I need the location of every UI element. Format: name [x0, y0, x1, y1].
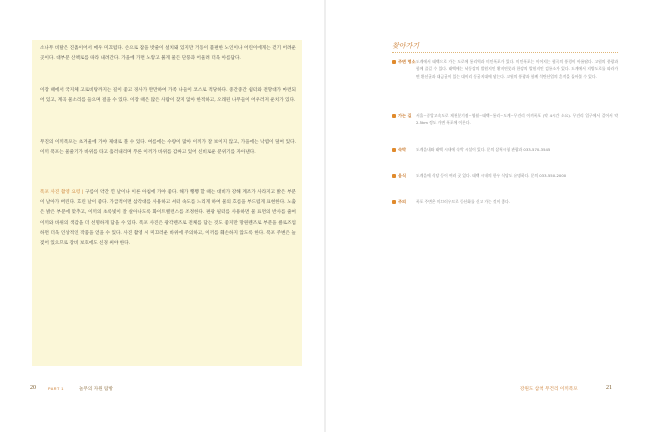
bullet-icon	[392, 114, 396, 118]
info-item-food	[392, 172, 618, 192]
page-number-right: 21	[606, 385, 612, 391]
page-number-left: 20	[30, 385, 36, 391]
info-item-lodging	[392, 146, 618, 166]
info-item-label: 음식	[398, 173, 407, 178]
paragraph-3-text: 무진의 이끼폭포는 초겨울에 가야 제대로 볼 수 있다. 여름에는 수량이 많아 이끼가 잘 보이지 않고, 가을에는 낙엽이 덮여 있다. 이끼 폭포는 물줄기가 바위를 타고 흘러내리며 푸른 이끼가 바위를 감싸고 있어 신비로운 분위기를 자아낸다.	[40, 140, 296, 156]
info-item-directions	[392, 112, 618, 140]
book-gutter	[324, 0, 326, 432]
paragraph-3	[40, 138, 296, 158]
part-label: PART 1	[48, 387, 64, 391]
paragraph-2	[40, 86, 296, 106]
paragraph-4-text: 구름이 약간 낀 날이나 이른 아침에 가야 좋다. 해가 쨍쨍 할 때는 대비가 강해 계조가 사라지고 밝은 부분이 날아가 버린다. 흐린 날이 좋다. 가급적이면 삼각대를 사용하고 셔터 속도를 느리게 하여 물의 흐름을 부드럽게 표현한다. 노출은 밝은 부분에 맞추고, 이끼의 초록빛이 잘 살아나도록 화이트밸런스를 조정한다. 편광 필터를 사용하면 물 표면의 반사를 줄여 이끼와 바위의 색감을 더 선명하게 담을 수 있다. 폭포 사진은 광각렌즈로 전체를 담는 것도 좋지만 망원렌즈로 부분을 클로즈업하면 더욱 인상적인 작품을 얻을 수 있다. 사진 촬영 시 미끄러운 바위에 주의하고, 이끼를 훼손하지 않도록 한다. 폭포 주변은 늘 젖어 있으므로 장비 보호에도 신경 써야 한다.	[40, 190, 296, 247]
info-item-text: 도계읍내와 태백 시내에 숙박 시설이 있다. 문의 삼척시청 관광과 033-570-3545	[416, 147, 551, 152]
info-item-label: 주변 명소	[398, 59, 416, 64]
paragraph-4-lead: 폭포 사진 촬영 요령 |	[40, 190, 84, 195]
bullet-icon	[392, 200, 396, 204]
info-item-caution	[392, 198, 618, 212]
paragraph-4	[40, 188, 296, 249]
info-item-text: 도계에서 태백으로 가는 도로에 통리역과 미인폭포가 있다. 미인폭포는 이어지는 협곡의 풍경이 아름답다. 고원의 풍광과 함께 즐길 수 있다. 태백에는 낙동강의 발원지인 황지연못과 한강의 발원지인 검룡소가 있다. 도계에서 지방도로를 따라가면 환선굴과 대금굴이 있는 대이리 동굴지대에 닿는다. 고원의 풍광과 함께 석탄산업의 흔적을 돌아볼 수 있다.	[416, 59, 618, 79]
info-box-top-rule	[392, 52, 618, 53]
bullet-icon	[392, 148, 396, 152]
info-box-title: 찾아가기	[392, 42, 420, 50]
info-item-text: 폭포 주변은 미끄러우므로 등산화를 신고 가는 것이 좋다.	[416, 199, 511, 204]
bullet-icon	[392, 174, 396, 178]
bullet-icon	[392, 60, 396, 64]
paragraph-1	[40, 44, 296, 64]
info-item-text: 도계읍에 식당 등이 여러 곳 있다. 태백 시내의 한우 식당도 유명하다. 문의 033-550-2000	[416, 173, 567, 178]
paragraph-1-text: 소나무 비탈은 진흙이어서 매우 미끄럽다. 손으로 잡을 밧줄이 설치돼 있지만 거동이 불편한 노인이나 어린이에게는 걷기 어려운 곳이다. 대부분 산책로를 따라 내려간다. 가을에 가면 노랗고 붉게 물든 단풍과 어울려 더욱 아름답다.	[40, 46, 296, 62]
running-head-right: 강원도 삼척 무건리 이끼폭포	[520, 387, 578, 392]
info-item-label: 숙박	[398, 147, 407, 152]
info-item-text: 서울~중앙고속도로 제천분기점~영월~태백~통리~도계~무건리 이끼폭포 (약 4시간 소요). 무건리 입구에서 걸어서 약 2.5km 정도 가면 폭포에 이른다.	[416, 113, 618, 126]
info-item-label: 주의	[398, 199, 407, 204]
paragraph-2-text: 이장 때에서 국지체 고로비탕까지는 길이 좋고 경사가 완만하여 가족 나들이 코스로 적당하다. 중간중간 쉼터와 전망대가 마련되어 있고, 계곡 물소리를 들으며 걸을 수 있다. 이장 때은 많은 사람이 찾지 않아 한적하고, 오래된 나무들이 어우러져 운치가 있다.	[40, 88, 296, 104]
info-item-sights	[392, 58, 618, 106]
info-item-label: 가는 길	[398, 113, 412, 118]
running-head-left: 놀무의 자원 탐방	[79, 387, 113, 392]
